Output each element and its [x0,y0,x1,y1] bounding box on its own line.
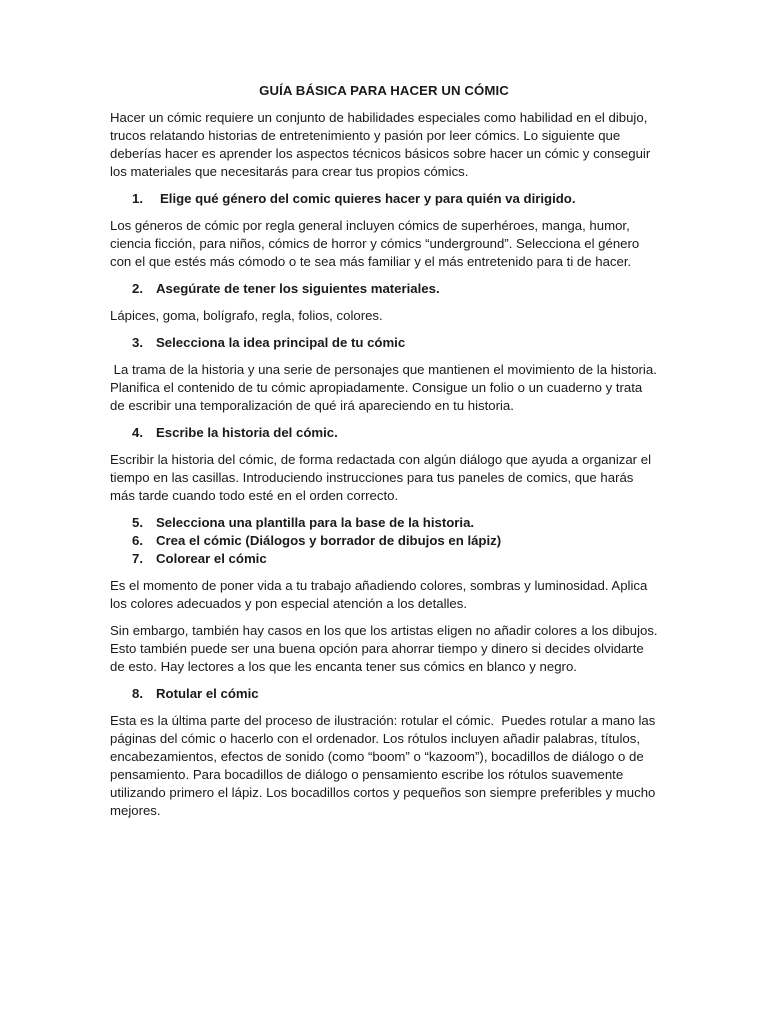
step-3-title: Selecciona la idea principal de tu cómic [156,335,406,350]
step-6-title: Crea el cómic (Diálogos y borrador de dibujos en lápiz) [156,533,502,548]
step-4-title: Escribe la historia del cómic. [156,425,338,440]
step-1-number: 1. [132,191,143,206]
step-7-number: 7. [132,551,143,566]
step-7-paragraph-a: Es el momento de poner vida a tu trabajo añadiendo colores, sombras y luminosidad. Aplica los colores adecuados y pon especial atención a los detalles. [110,578,648,611]
step-4-number: 4. [132,425,143,440]
step-8-heading [110,685,658,703]
step-6-heading [110,532,658,550]
step-4-heading [110,424,658,442]
step-1-title: Elige qué género del comic quieres hacer y para quién va dirigido. [160,191,576,206]
step-5-number: 5. [132,515,143,530]
step-3-heading [110,334,658,352]
step-2-heading [110,280,658,298]
step-2-title: Asegúrate de tener los siguientes materiales. [156,281,440,296]
step-5-title: Selecciona una plantilla para la base de la historia. [156,515,475,530]
step-3-paragraph: La trama de la historia y una serie de personajes que mantienen el movimiento de la historia. Planifica el contenido de tu cómic apropiadamente. Consigue un folio o un cuaderno y trata de escribir una temporalización de qué irá apareciendo en tu historia. [110,362,661,413]
intro-paragraph: Hacer un cómic requiere un conjunto de habilidades especiales como habilidad en el dibujo, trucos relatando historias de entretenimiento y pasión por leer cómics. Lo siguiente que deberías hacer es aprender los aspectos técnicos básicos sobre hacer un cómic y conseguir los materiales que necesitarás para crear tus propios cómics. [110,110,651,179]
step-2-number: 2. [132,281,143,296]
step-8-title: Rotular el cómic [156,686,259,701]
step-4-paragraph: Escribir la historia del cómic, de forma redactada con algún diálogo que ayuda a organizar el tiempo en las casillas. Introduciendo instrucciones para tus paneles de comics, que harás más tarde cuando todo esté en el orden correcto. [110,452,651,503]
document-title: GUÍA BÁSICA PARA HACER UN CÓMIC [259,83,509,98]
step-3-number: 3. [132,335,143,350]
step-1-paragraph: Los géneros de cómic por regla general incluyen cómics de superhéroes, manga, humor, ciencia ficción, para niños, cómics de horror y cómics “underground”. Selecciona el género con el que estés más cómodo o te sea más familiar y el más entretenido para ti de hacer. [110,218,640,269]
step-8-paragraph: Esta es la última parte del proceso de ilustración: rotular el cómic. Puedes rotular a mano las páginas del cómic o hacerlo con el ordenador. Los rótulos incluyen añadir palabras, títulos, encabezamientos, efectos de sonido (como “boom” o “kazoom”), bocadillos de diálogo o de pensamiento. Para bocadillos de diálogo o pensamiento escribe los rótulos suavemente utilizando primero el lápiz. Los bocadillos cortos y pequeños son siempre preferibles y mucho mejores. [110,713,660,818]
step-2-paragraph: Lápices, goma, bolígrafo, regla, folios, colores. [110,308,383,323]
steps-5-7-list [110,514,658,568]
step-6-number: 6. [132,533,143,548]
step-8-number: 8. [132,686,143,701]
step-5-heading [110,514,658,532]
step-7-title: Colorear el cómic [156,551,267,566]
step-1-heading [110,190,658,208]
step-7-paragraph-b: Sin embargo, también hay casos en los que los artistas eligen no añadir colores a los dibujos. Esto también puede ser una buena opción para ahorrar tiempo y dinero si decides olvidarte de esto. Hay lectores a los que les encanta tener sus cómics en blanco y negro. [110,623,658,674]
step-7-heading [110,550,658,568]
